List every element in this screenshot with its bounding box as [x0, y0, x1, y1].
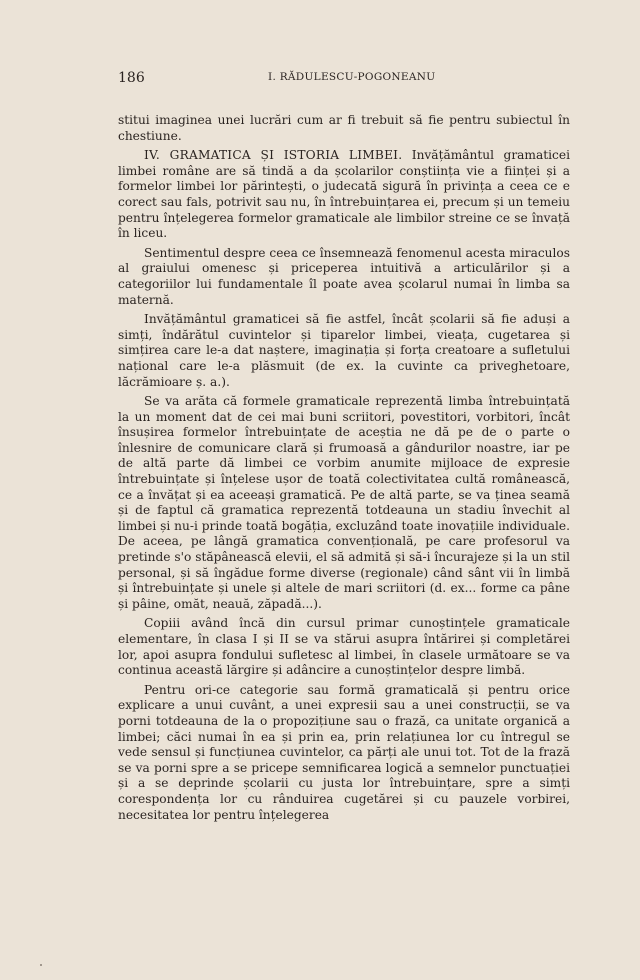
paragraph — [118, 148, 570, 242]
running-head: I. RĂDULESCU-POGONEANU — [268, 71, 436, 83]
section-heading: IV. GRAMATICA ȘI ISTORIA LIMBEI. — [144, 148, 403, 163]
paragraph — [118, 113, 570, 144]
paragraph-text: Invățământul gramaticei limbei române are să tindă a da școlarilor conștiința vie a ființei și a formelor limbei lor părintești, o judecată sigură în privința a ceea ce e corect sau fals, potrivit sau nu, în întrebuințarea ei, precum și un temeiu pentru înțelegerea formelor gramaticale ale limbilor streine ce se învață în liceu. — [118, 148, 570, 241]
paragraph — [118, 312, 570, 390]
paragraph-text: Sentimentul despre ceea ce însemnează fenomenul acesta miraculos al graiului omenesc și priceperea intuitivă a articulărilor și a categoriilor lui fundamentale îl poate avea școlarul numai în limba sa maternă. — [118, 245, 570, 307]
paragraph — [118, 683, 570, 823]
paragraph — [118, 394, 570, 612]
paragraph — [118, 616, 570, 678]
page-body — [118, 113, 570, 827]
page-number: 186 — [118, 70, 145, 86]
paragraph-text: stitui imaginea unei lucrări cum ar fi trebuit să fie pentru subiectul în chestiune. — [118, 113, 570, 143]
page-header — [118, 70, 568, 90]
paragraph-text: Se va arăta că formele gramaticale reprezentă limba întrebuințată la un moment dat de cei mai buni scriitori, povestitori, vorbitori, încât însușirea formelor întrebuințate de aceștia ne dă pe de o parte o înlesnire de comunicare clară și frumoasă a gândurilor noastre, iar pe de altă parte dă limbei ce vorbim anumite mijloace de expresie întrebuințate și înțelese ușor de toată colectivitatea cultă românească, ce a învățat și ea aceeași gramatică. Pe de altă parte, se va ținea seamă și de faptul că gramatica reprezentă totdeauna un stadiu învechit al limbei și nu-i prinde toată bogăția, excluzând toate inovațiile individuale. De aceea, pe lângă gramatica convențională, pe care profesorul va pretinde s'o stăpânească elevii, el să admită și să-i încurajeze și la un stil personal, și să îngădue forme diverse (regionale) când sânt vii în limbă și întrebuințate și unele și altele de mari scriitori (d. ex... forme ca pâne și pâine, omăt, neauă, zăpadă...). — [118, 394, 570, 611]
paper-speck — [40, 964, 42, 966]
paragraph-text: Pentru ori-ce categorie sau formă gramaticală și pentru orice explicare a unui cuvânt, a unei expresii sau a unei construcții, se va porni totdeauna de la o propozițiune sau o frază, ca unitate organică a limbei; căci numai în ea și prin ea, prin relațiunea lor cu întregul se vede sensul și funcțiunea cuvintelor, ca părți ale unui tot. Tot de la frază se va porni spre a se pricepe semnificarea logică a semnelor punctuației și a se deprinde școlarii cu justa lor întrebuințare, spre a simți corespondența lor cu rânduirea cugetărei și cu pauzele vorbirei, necesitatea lor pentru înțelegerea — [118, 682, 570, 822]
paragraph-text: Copiii având încă din cursul primar cunoștințele gramaticale elementare, în clasa I și II se va stărui asupra întărirei și completărei lor, apoi asupra fondului sufletesc al limbei, în clasele următoare se va continua această lărgire și adâncire a cunoștințelor despre limbă. — [118, 616, 570, 678]
paragraph — [118, 246, 570, 308]
paragraph-text: Invățământul gramaticei să fie astfel, încât școlarii să fie aduși a simți, îndărătul cuvintelor și tiparelor limbei, vieața, cugetarea și simțirea care le-a dat naștere, imaginația și forța creatoare a sufletului național care le-a plăsmuit (de ex. la cuvinte ca priveghetoare, lăcrămioare ș. a.). — [118, 312, 570, 389]
